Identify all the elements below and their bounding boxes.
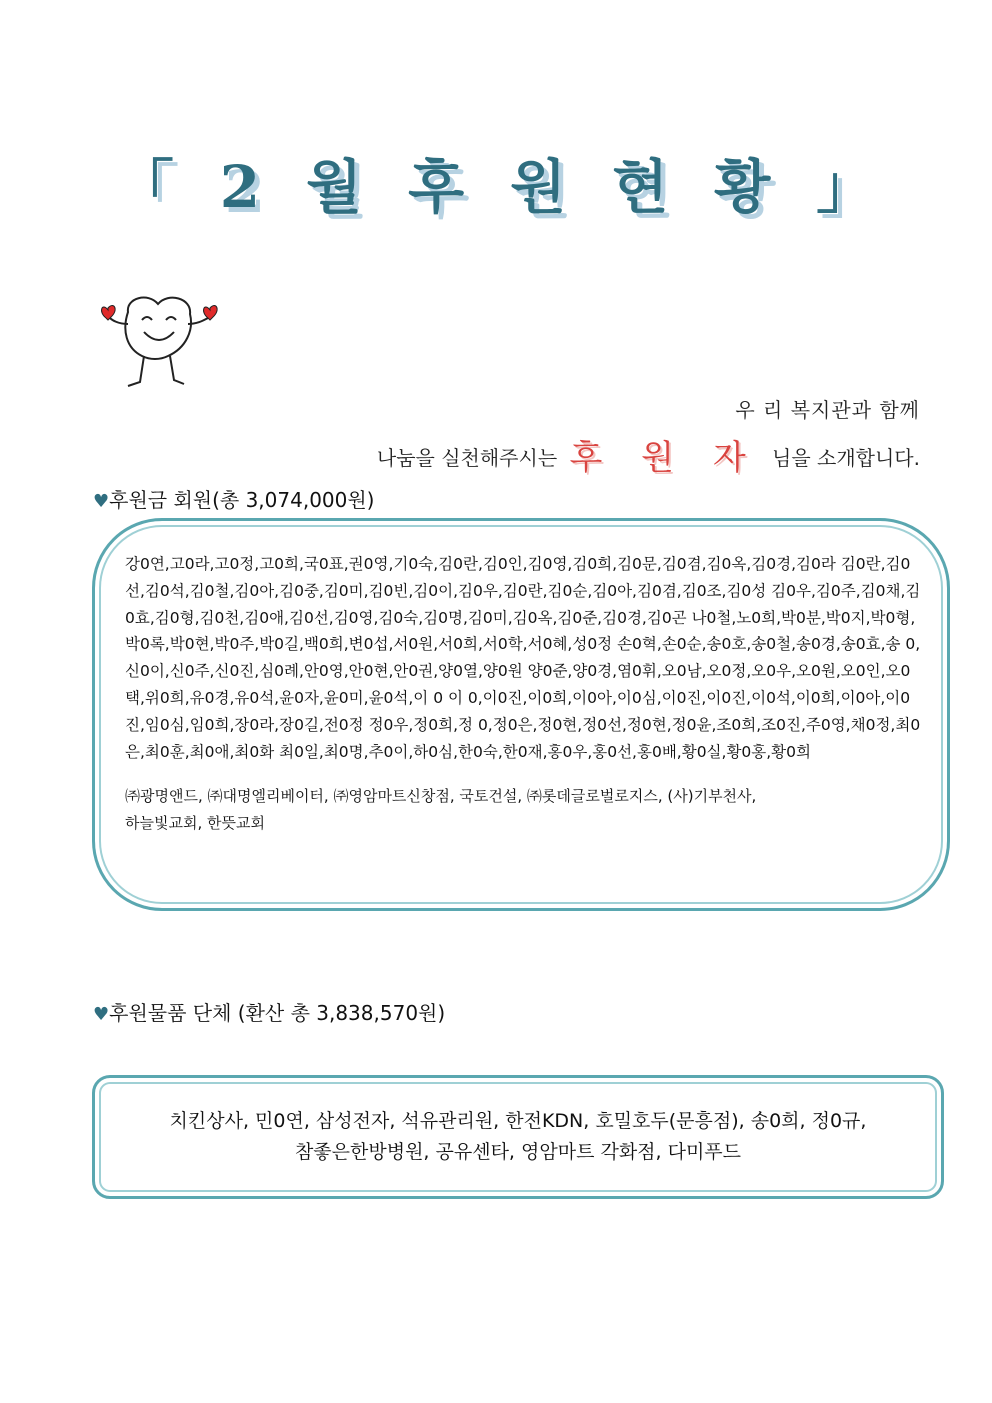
title-char: 황	[714, 153, 773, 221]
section-heading-text: 후원금 회원(총 3,074,000원)	[109, 488, 375, 512]
section-heading-donation	[93, 484, 375, 513]
intro-highlight: 후 원 자	[569, 438, 760, 478]
title-char: 원	[510, 153, 569, 221]
intro-line2-post: 님을 소개합니다.	[772, 446, 920, 470]
title-char: 2	[219, 153, 263, 221]
corporate-donors-line2: 하늘빛교회, 한뜻교회	[125, 814, 265, 833]
heart-mascot-icon	[98, 290, 223, 395]
goods-box	[92, 1075, 944, 1199]
goods-line1: 치킨상사, 민0연, 삼성전자, 석유관리원, 한전KDN, 호밀호두(문흥점), 송0희, 정0규,	[169, 1110, 867, 1132]
corporate-donors	[125, 783, 921, 837]
intro-line2-pre: 나눔을 실천해주시는	[376, 446, 558, 470]
goods-line2: 참좋은한방병원, 공유센타, 영암마트 각화점, 다미푸드	[294, 1141, 742, 1163]
intro-line1: 우 리 복지관과 함께	[735, 398, 920, 422]
intro-line2	[377, 430, 920, 479]
page-title	[0, 140, 992, 224]
heart-icon: ♥	[93, 1004, 110, 1025]
title-char: 후	[408, 153, 467, 221]
donor-box	[92, 518, 950, 911]
title-char: 현	[612, 153, 671, 221]
title-char: 월	[306, 153, 365, 221]
section-heading-text: 후원물품 단체 (환산 총 3,838,570원)	[109, 1001, 446, 1025]
corporate-donors-line1: ㈜광명앤드, ㈜대명엘리베이터, ㈜영암마트신창점, 국토건설, ㈜롯데글로벌로지스, (사)기부천사,	[125, 787, 757, 806]
title-char: 「	[115, 153, 176, 221]
heart-icon: ♥	[93, 491, 110, 512]
title-char: 」	[816, 153, 877, 221]
section-heading-goods	[93, 997, 445, 1026]
donor-names: 강0연,고0라,고0정,고0희,국0표,권0영,기0숙,김0란,김0인,김0영,김0희,김0문,김0겸,김0옥,김0경,김0라 김0란,김0선,김0석,김0철,김0아,김0중,김0미,김0빈,김0이,김0우,김0란,김0순,김0아,김0겸,김0조,김0성 김0우,김0주,김0채,김0효,김0형,김0천,김0애,김0선,김0영,김0숙,김0명,김0미,김0옥,김0준,김0경,김0곤 나0철,노0희,박0분,박0지,박0형,박0록,박0현,박0주,박0길,백0희,변0섭,서0원,서0희,서0학,서0혜,성0정 손0혁,손0순,송0호,송0철,송0경,송0효,송 0,신0이,신0주,신0진,심0례,안0영,안0현,안0권,양0열,양0원 양0준,양0경,염0휘,오0남,오0정,오0우,오0원,오0인,오0택,위0희,유0경,유0석,윤0자,윤0미,윤0석,이 0 이 0,이0진,이0희,이0아,이0심,이0진,이0진,이0석,이0희,이0아,이0진,임0심,임0희,장0라,장0길,전0정 정0우,정0희,정 0,정0은,정0현,정0선,정0현,정0윤,조0희,조0진,주0영,채0정,최0은,최0훈,최0애,최0화 최0일,최0명,추0이,하0심,한0숙,한0재,홍0우,홍0선,홍0배,황0실,황0홍,황0희	[125, 555, 921, 761]
